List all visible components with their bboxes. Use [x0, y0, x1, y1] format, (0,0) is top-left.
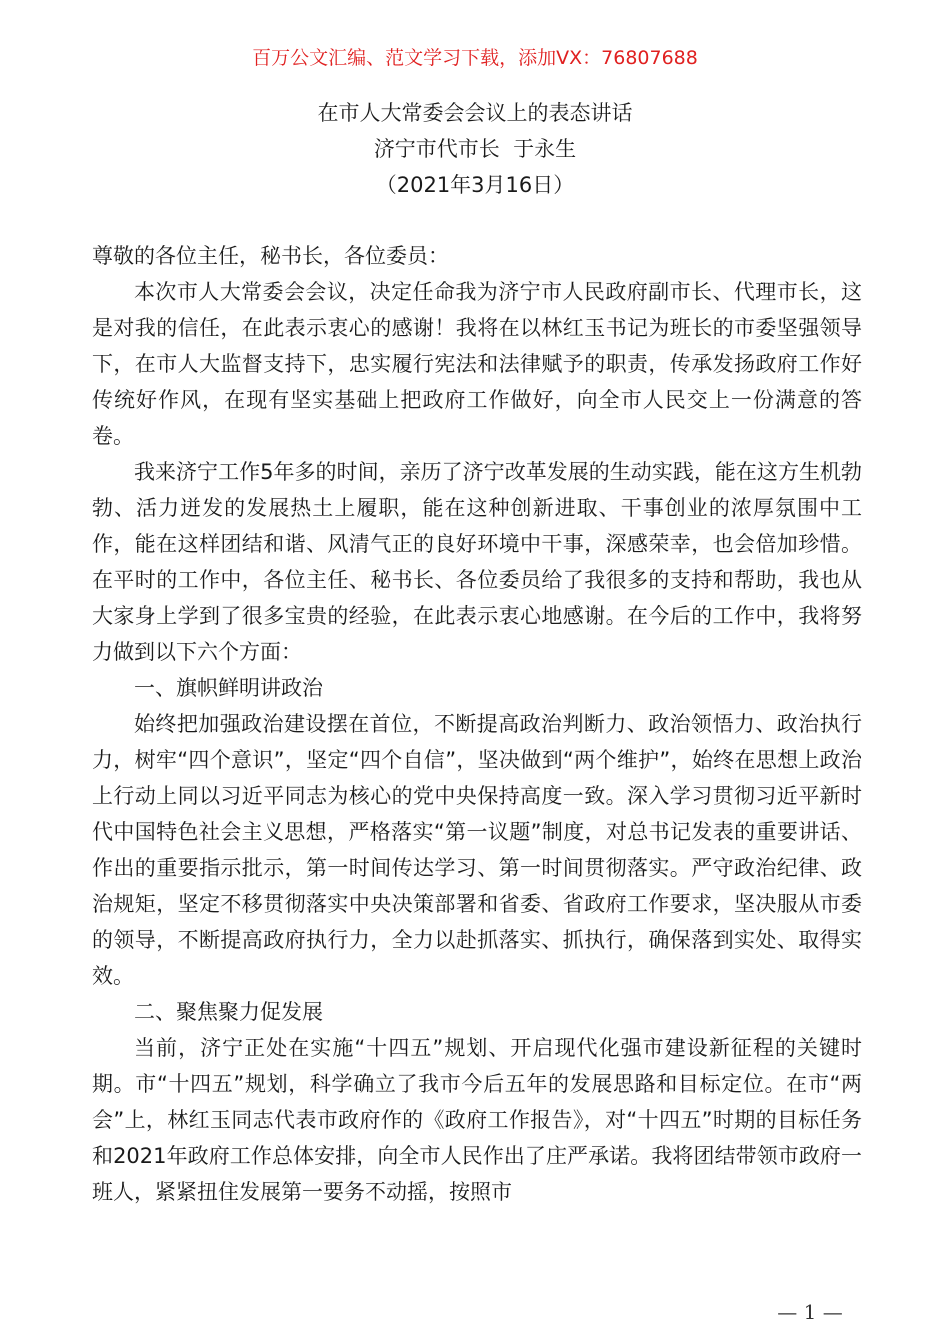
promo-banner: 百万公文汇编、范文学习下载，添加VX：76807688: [252, 47, 698, 69]
speaker-line: 济宁市代市长 于永生: [373, 137, 577, 161]
salutation: 尊敬的各位主任，秘书长，各位委员：: [92, 244, 449, 268]
section-heading-politics: 一、旗帜鲜明讲政治: [134, 676, 323, 700]
page-number: — 1 —: [777, 1300, 843, 1324]
section-text-development: 当前，济宁正处在实施“十四五”规划、开启现代化强市建设新征程的关键时期。市“十四五”规划，科学确立了我市今后五年的发展思路和目标定位。在市“两会”上，林红玉同志代表市政府作的《政府工作报告》，对“十四五”时期的目标任务和2021年政府工作总体安排，向全市人民作出了庄严承诺。我将团结带领市政府一班人，紧紧扭住发展第一要务不动摇，按照市: [92, 1036, 862, 1204]
paragraph-background: 我来济宁工作5年多的时间，亲历了济宁改革发展的生动实践，能在这方生机勃勃、活力迸发的发展热土上履职，能在这种创新进取、干事创业的浓厚氛围中工作，能在这样团结和谐、风清气正的良好环境中干事，深感荣幸，也会倍加珍惜。在平时的工作中，各位主任、秘书长、各位委员给了我很多的支持和帮助，我也从大家身上学到了很多宝贵的经验，在此表示衷心地感谢。在今后的工作中，我将努力做到以下六个方面：: [92, 460, 862, 664]
paragraph-intro: 本次市人大常委会会议，决定任命我为济宁市人民政府副市长、代理市长，这是对我的信任，在此表示衷心的感谢！我将在以林红玉书记为班长的市委坚强领导下，在市人大监督支持下，忠实履行宪法和法律赋予的职责，传承发扬政府工作好传统好作风，在现有坚实基础上把政府工作做好，向全市人民交上一份满意的答卷。: [92, 280, 862, 448]
section-heading-development: 二、聚焦聚力促发展: [134, 1000, 323, 1024]
section-text-politics: 始终把加强政治建设摆在首位，不断提高政治判断力、政治领悟力、政治执行力，树牢“四个意识”，坚定“四个自信”，坚决做到“两个维护”，始终在思想上政治上行动上同以习近平同志为核心的党中央保持高度一致。深入学习贯彻习近平新时代中国特色社会主义思想，严格落实“第一议题”制度，对总书记发表的重要讲话、作出的重要指示批示，第一时间传达学习、第一时间贯彻落实。严守政治纪律、政治规矩，坚定不移贯彻落实中央决策部署和省委、省政府工作要求，坚决服从市委的领导，不断提高政府执行力，全力以赴抓落实、抓执行，确保落到实处、取得实效。: [92, 712, 862, 988]
title-block: [0, 95, 950, 203]
date-line: （2021年3月16日）: [375, 173, 575, 197]
document-body: [92, 238, 862, 1210]
document-title: 在市人大常委会会议上的表态讲话: [317, 101, 633, 125]
